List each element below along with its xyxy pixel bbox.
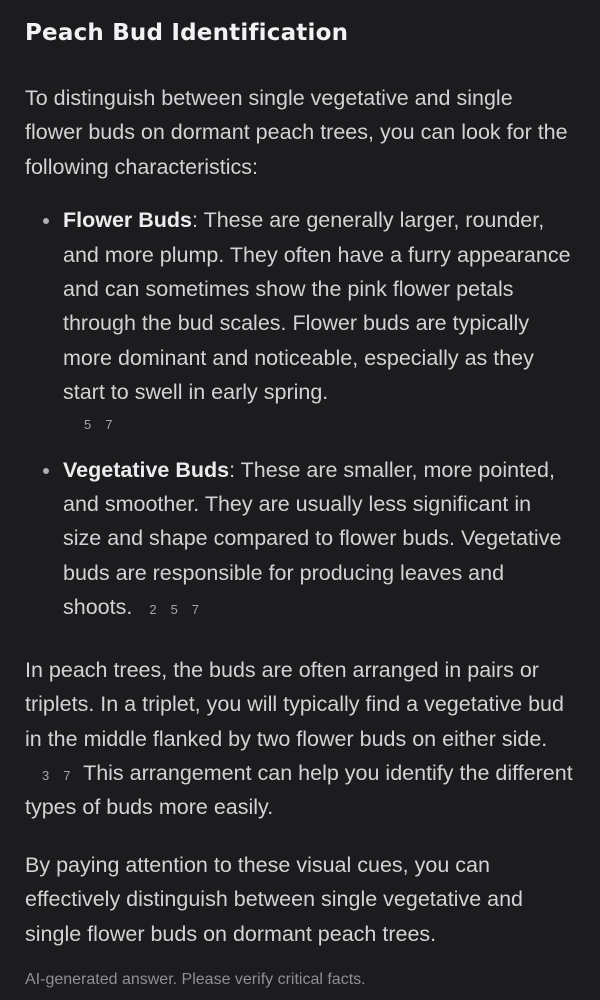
bullet-dot-icon (43, 218, 49, 224)
arrangement-text-continued: This arrangement can help you identify the different types of buds more easily. (25, 760, 573, 820)
citation-group (77, 412, 575, 435)
citation-link[interactable]: 7 (63, 767, 71, 783)
list-item-vegetative-buds (25, 453, 575, 625)
bullet-term: Flower Buds (63, 208, 193, 233)
arrangement-paragraph (25, 653, 575, 825)
citation-link[interactable]: 7 (105, 416, 113, 432)
bullet-text: : These are generally larger, rounder, and more plump. They often have a furry appearance and can sometimes show the pink flower petals through the bud scales. Flower buds are typically more dominant and noticeable, especially as they start to swell in early spring. (63, 208, 571, 405)
intro-paragraph: To distinguish between single vegetative and single flower buds on dormant peach trees, you can look for the following characteristics: (25, 86, 568, 179)
answer-title: Peach Bud Identification (25, 20, 349, 46)
citation-link[interactable]: 5 (84, 416, 92, 432)
citation-link[interactable]: 5 (170, 602, 178, 618)
bullet-dot-icon (43, 468, 49, 474)
arrangement-text: In peach trees, the buds are often arranged in pairs or triplets. In a triplet, you will typically find a vegetative bud in the middle flanked by two flower buds on either side. (25, 657, 564, 751)
citation-link[interactable]: 7 (191, 602, 200, 618)
conclusion-paragraph: By paying attention to these visual cues, you can effectively distinguish between single vegetative and single flower buds on dormant peach trees. (25, 852, 524, 946)
list-item-flower-buds (25, 203, 575, 434)
bullet-term: Vegetative Buds (63, 457, 230, 482)
ai-disclaimer: AI-generated answer. Please verify critical facts. (25, 971, 366, 988)
citation-group (142, 597, 206, 620)
citation-group (35, 763, 77, 786)
bullet-text: : These are smaller, more pointed, and smoother. They are usually less significant in size and shape compared to flower buds. Vegetative buds are responsible for producing leaves and shoots. (63, 457, 562, 620)
characteristics-list (25, 203, 575, 624)
citation-link[interactable]: 3 (42, 767, 50, 783)
citation-link[interactable]: 2 (149, 602, 157, 618)
